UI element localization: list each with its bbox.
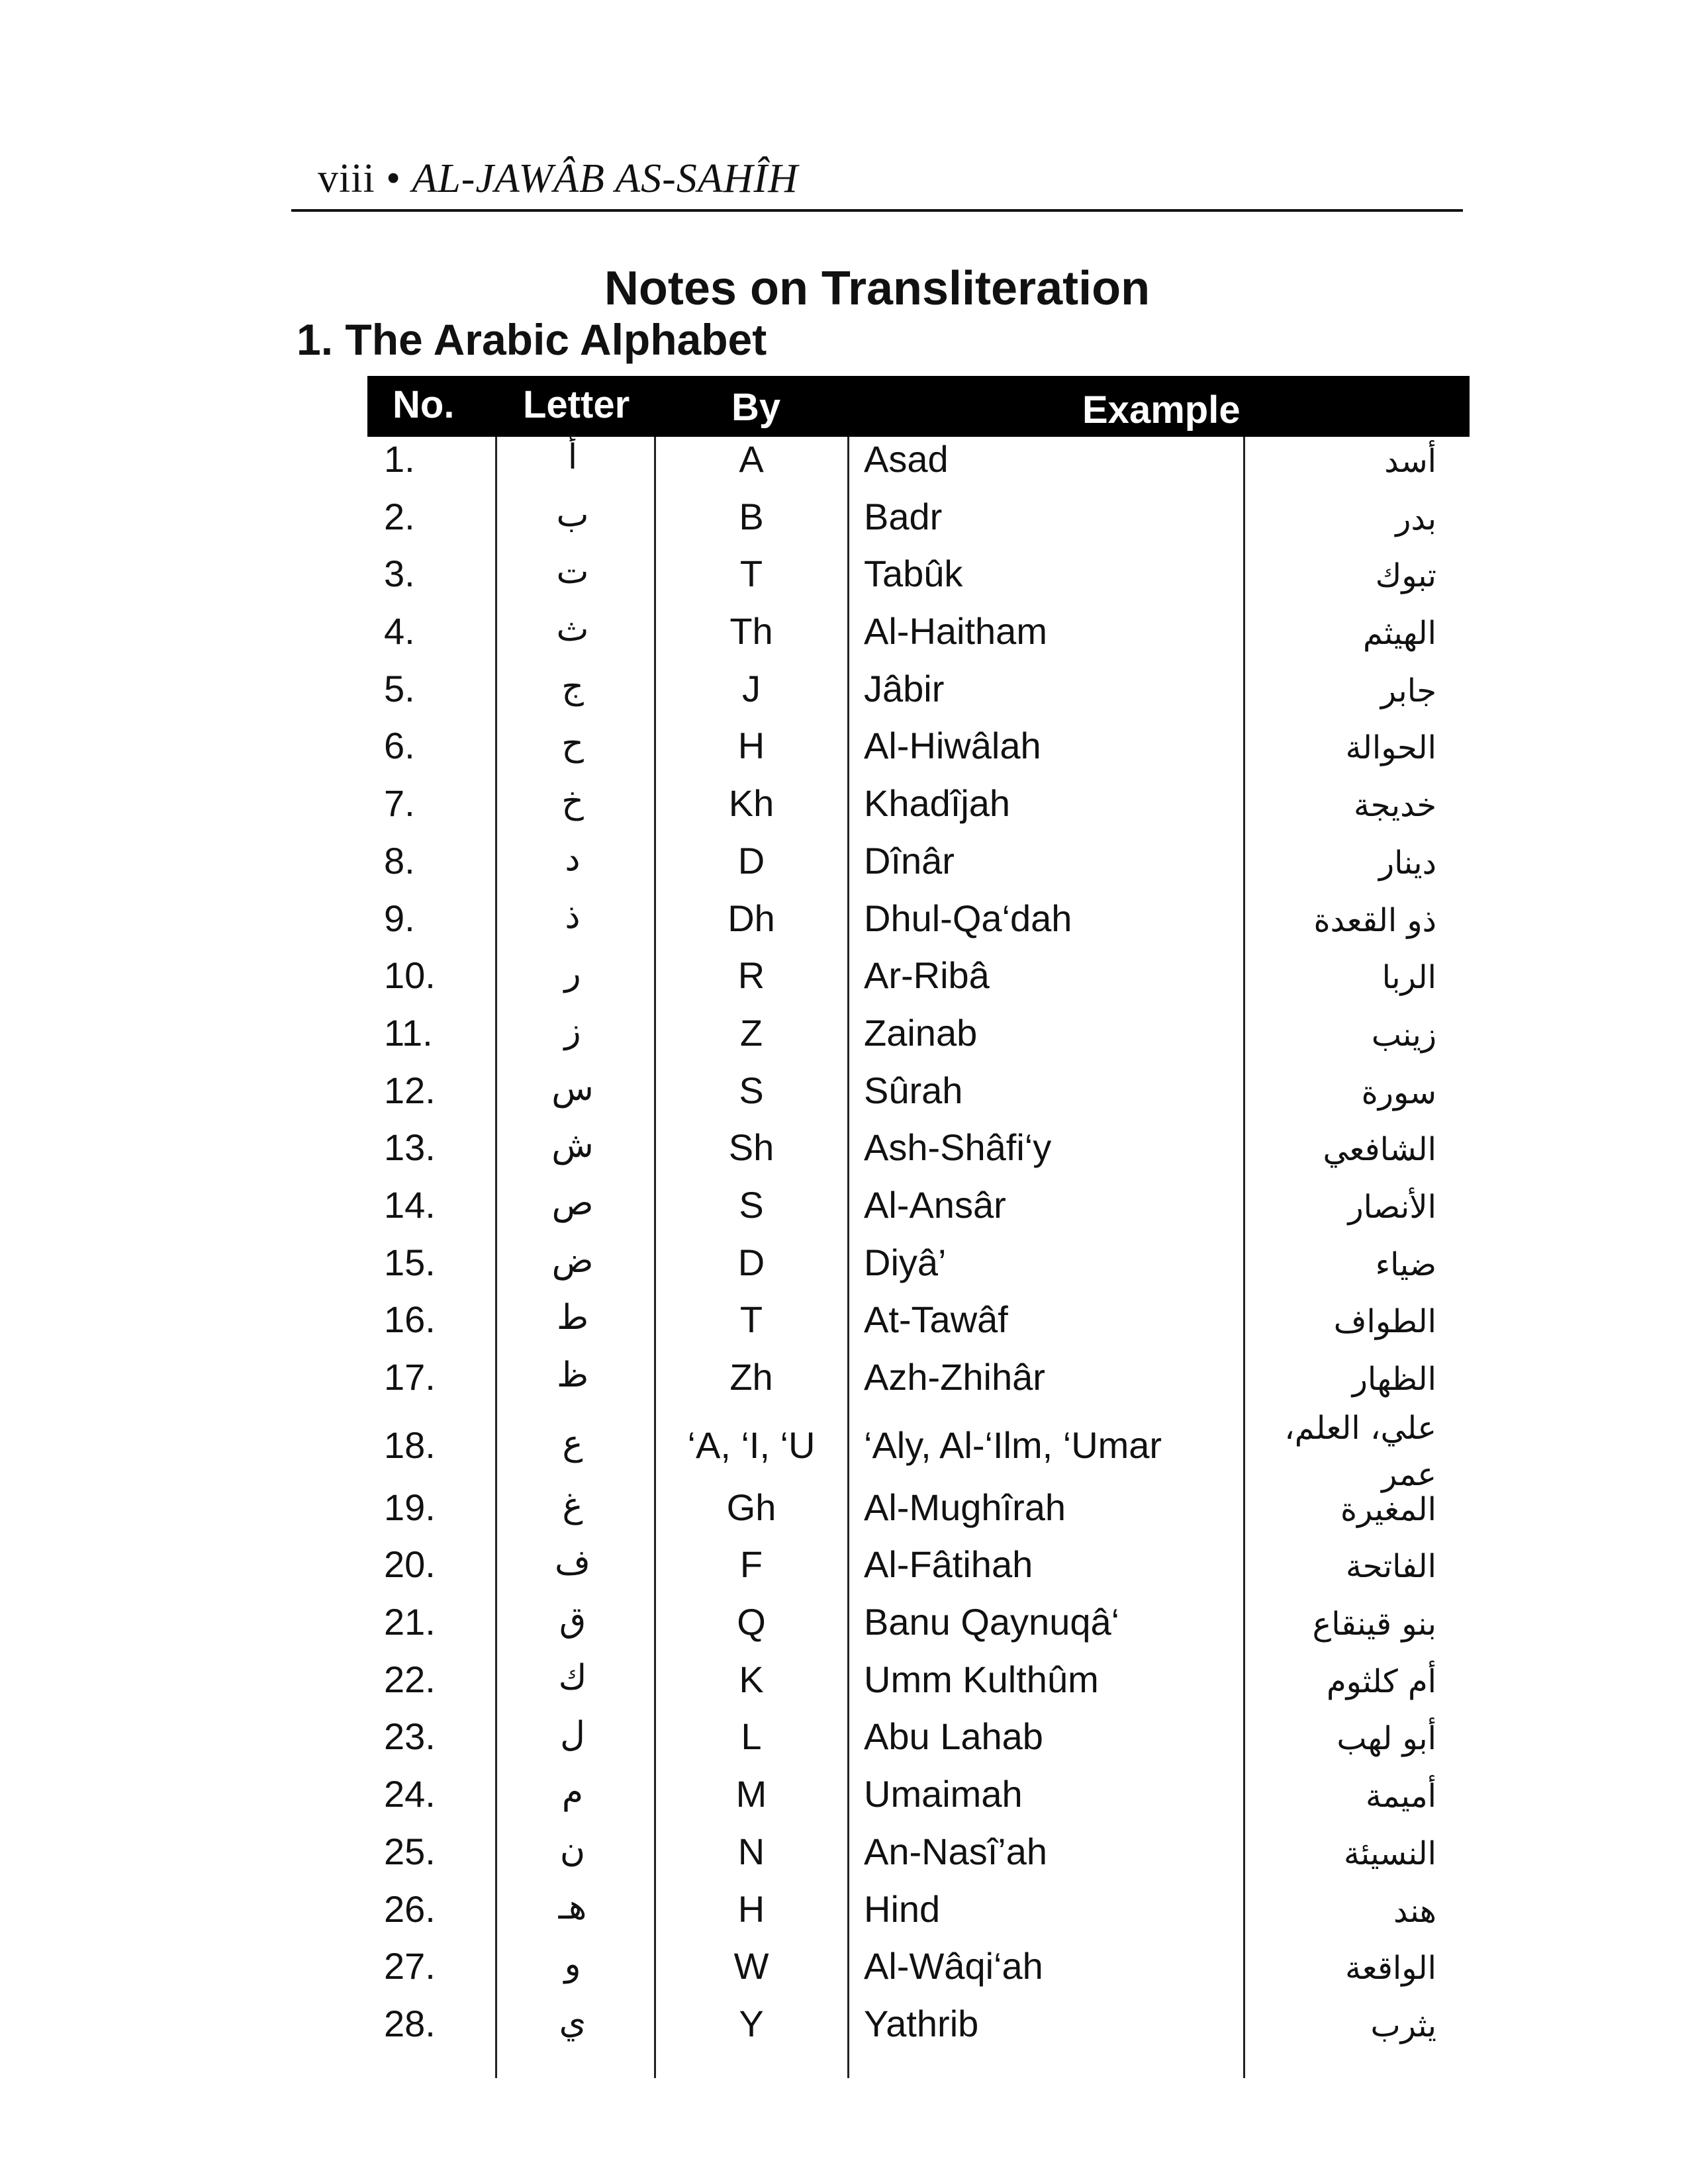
table-row [0,1179,1688,1237]
arabic-letter: ض [551,1240,594,1281]
example-transliterated: Banu Qaynuqâ‘ [864,1601,1120,1643]
row-number: 18. [384,1424,436,1466]
example-arabic: الأنصار [1348,1188,1436,1226]
example-arabic: الهيثم [1363,615,1436,653]
arabic-letter: ص [551,1183,594,1223]
row-number: 11. [384,1011,433,1054]
example-transliterated: Ar-Ribâ [864,954,990,997]
running-head [318,156,798,203]
example-arabic: الفاتحة [1346,1548,1436,1586]
row-number: 25. [384,1830,436,1872]
column-header-letter: Letter [523,383,630,426]
transliteration: J [742,667,761,709]
example-arabic: ذو القعدة [1313,901,1436,939]
table-row [0,720,1688,778]
row-number: 6. [384,725,415,767]
transliteration: D [737,839,765,882]
transliteration: S [739,1183,764,1226]
example-arabic: بدر [1395,500,1436,537]
row-number: 17. [384,1356,436,1398]
arabic-letter: ن [559,1829,586,1870]
example-transliterated: Al-Mughîrah [864,1486,1066,1528]
arabic-letter: د [565,839,581,879]
arabic-letter: ف [555,1543,590,1583]
table-row [0,606,1688,663]
example-transliterated: Dhul-Qa‘dah [864,897,1072,939]
table-row [0,1654,1688,1711]
example-arabic: الطواف [1333,1303,1436,1341]
arabic-letter: ل [560,1715,585,1755]
arabic-letter: خ [561,782,584,822]
table-row [0,1998,1688,2056]
transliteration: B [739,495,764,537]
transliteration: Zh [729,1356,773,1398]
example-arabic: تبوك [1375,557,1436,595]
example-arabic: أم كلثوم [1326,1662,1436,1700]
row-number: 20. [384,1543,436,1586]
example-arabic: ضياء [1375,1246,1436,1283]
arabic-letter: ي [559,2001,586,2042]
example-transliterated: An-Nasî’ah [864,1830,1048,1872]
transliteration: Gh [726,1486,776,1528]
arabic-letter: ق [559,1600,586,1641]
row-number: 26. [384,1888,436,1930]
row-number: 5. [384,667,415,709]
transliteration: A [739,438,764,480]
arabic-letter: م [561,1772,584,1813]
transliteration: N [737,1830,765,1872]
row-number: 12. [384,1069,436,1111]
arabic-letter: ش [551,1126,594,1166]
transliteration: T [739,1298,763,1341]
arabic-letter: أ [567,437,578,477]
example-transliterated: Umm Kulthûm [864,1658,1099,1700]
transliteration: Y [739,2002,764,2044]
example-transliterated: Yathrib [864,2002,979,2044]
table-row [0,1596,1688,1654]
example-transliterated: Al-Ansâr [864,1183,1006,1226]
transliteration: Th [729,610,773,653]
example-transliterated: Umaimah [864,1773,1023,1815]
example-transliterated: Al-Wâqi‘ah [864,1945,1043,1987]
table-row [0,1409,1688,1493]
arabic-letter: ث [556,610,589,650]
example-arabic: سورة [1361,1073,1436,1111]
transliteration: F [739,1543,763,1586]
table-row [0,1826,1688,1884]
example-arabic: زينب [1371,1016,1436,1054]
transliteration: ‘A, ‘I, ‘U [687,1424,816,1466]
table-row [0,1237,1688,1295]
arabic-letter: ظ [556,1355,589,1395]
header-separator: • [386,156,401,201]
arabic-letter: ذ [565,896,581,936]
example-transliterated: Hind [864,1888,941,1930]
table-row [0,491,1688,549]
example-transliterated: Asad [864,438,949,480]
example-transliterated: Azh-Zhihâr [864,1356,1045,1398]
table-row [0,1294,1688,1351]
arabic-letter: ك [558,1657,587,1698]
example-transliterated: ‘Aly, Al-‘Ilm, ‘Umar [864,1424,1162,1466]
example-transliterated: Jâbir [864,667,945,709]
arabic-letter: ط [556,1298,589,1338]
arabic-letter: غ [562,1485,583,1525]
arabic-letter: ب [556,494,589,535]
transliteration: Sh [728,1126,774,1169]
transliteration: S [739,1069,764,1111]
table-row [0,893,1688,950]
example-transliterated: Abu Lahab [864,1715,1043,1758]
table-row [0,1711,1688,1768]
row-number: 2. [384,495,415,537]
transliteration: W [733,1945,769,1987]
example-transliterated: Zainab [864,1011,978,1054]
example-arabic: المغيرة [1340,1490,1436,1528]
book-title: AL-JAWÂB AS-SAHÎH [412,156,798,201]
row-number: 19. [384,1486,436,1528]
example-transliterated: Al-Hiwâlah [864,725,1041,767]
page-number: viii [318,156,375,201]
arabic-letter: ت [556,552,589,592]
table-row [0,548,1688,606]
example-arabic: دينار [1378,844,1436,882]
example-transliterated: Al-Haitham [864,610,1047,653]
transliteration: H [737,725,765,767]
page-title: Notes on Transliteration [604,262,1150,315]
example-transliterated: Ash-Shâfi‘y [864,1126,1052,1169]
example-arabic: الواقعة [1345,1950,1436,1987]
table-row [0,1122,1688,1179]
arabic-letter: ح [561,724,584,764]
table-row [0,433,1688,491]
table-row [0,663,1688,721]
example-arabic: خديجة [1354,787,1436,825]
row-number: 3. [384,553,415,595]
row-number: 1. [384,438,415,480]
transliteration: R [737,954,765,997]
row-number: 9. [384,897,415,939]
example-arabic: النسيئة [1344,1835,1436,1872]
example-arabic: أسد [1384,443,1436,480]
example-arabic: علي، العلم، عمر [1284,1409,1436,1493]
table-row [0,1768,1688,1826]
arabic-letter: ر [564,954,581,994]
table-row [0,950,1688,1007]
row-number: 21. [384,1601,436,1643]
example-arabic: بنو قينقاع [1312,1606,1436,1643]
table-row [0,1065,1688,1122]
example-transliterated: Dînâr [864,839,955,882]
table-row [0,835,1688,893]
table-header [367,376,1470,437]
example-arabic: يثرب [1370,2007,1436,2044]
table-row [0,778,1688,835]
table-row [0,1482,1688,1539]
arabic-letter: و [564,1944,581,1985]
row-number: 23. [384,1715,436,1758]
header-rule [291,209,1463,212]
row-number: 7. [384,782,415,825]
transliteration: L [741,1715,762,1758]
transliteration: K [739,1658,764,1700]
example-transliterated: Sûrah [864,1069,963,1111]
example-arabic: الشافعي [1323,1131,1436,1169]
example-arabic: أبو لهب [1336,1720,1436,1758]
row-number: 8. [384,839,415,882]
example-arabic: أميمة [1365,1778,1436,1815]
example-transliterated: Tabûk [864,553,963,595]
transliteration: Z [739,1011,763,1054]
transliteration: Dh [727,897,775,939]
example-arabic: الربا [1382,959,1436,997]
transliteration: H [737,1888,765,1930]
arabic-letter: ج [561,666,584,707]
row-number: 22. [384,1658,436,1700]
transliteration: Q [737,1601,766,1643]
row-number: 10. [384,954,436,997]
table-row [0,1940,1688,1998]
transliteration: D [737,1241,765,1283]
row-number: 28. [384,2002,436,2044]
example-transliterated: Al-Fâtihah [864,1543,1033,1586]
column-header-by: By [731,386,781,429]
example-transliterated: Khadîjah [864,782,1011,825]
table-row [0,1884,1688,1941]
transliteration: Kh [728,782,774,825]
section-heading: 1. The Arabic Alphabet [297,315,767,364]
example-arabic: هند [1393,1892,1436,1930]
row-number: 4. [384,610,415,653]
table-row [0,1539,1688,1596]
row-number: 27. [384,1945,436,1987]
example-arabic: الظهار [1352,1361,1436,1398]
table-row [0,1007,1688,1065]
transliteration: M [735,1773,767,1815]
row-number: 15. [384,1241,436,1283]
example-arabic: جابر [1380,672,1436,709]
example-transliterated: Badr [864,495,943,537]
arabic-letter: س [551,1068,594,1109]
arabic-letter: ع [562,1423,583,1463]
arabic-letter: هـ [558,1887,587,1927]
row-number: 16. [384,1298,436,1341]
row-number: 24. [384,1773,436,1815]
arabic-letter: ز [564,1011,581,1051]
row-number: 14. [384,1183,436,1226]
row-number: 13. [384,1126,436,1169]
column-header-example: Example [1082,388,1241,432]
example-transliterated: At-Tawâf [864,1298,1008,1341]
transliteration: T [739,553,763,595]
example-transliterated: Diyâ’ [864,1241,947,1283]
column-header-no: No. [393,383,455,426]
example-arabic: الحوالة [1345,729,1436,767]
table-row [0,1351,1688,1409]
transliteration-table-body [0,433,1688,2056]
